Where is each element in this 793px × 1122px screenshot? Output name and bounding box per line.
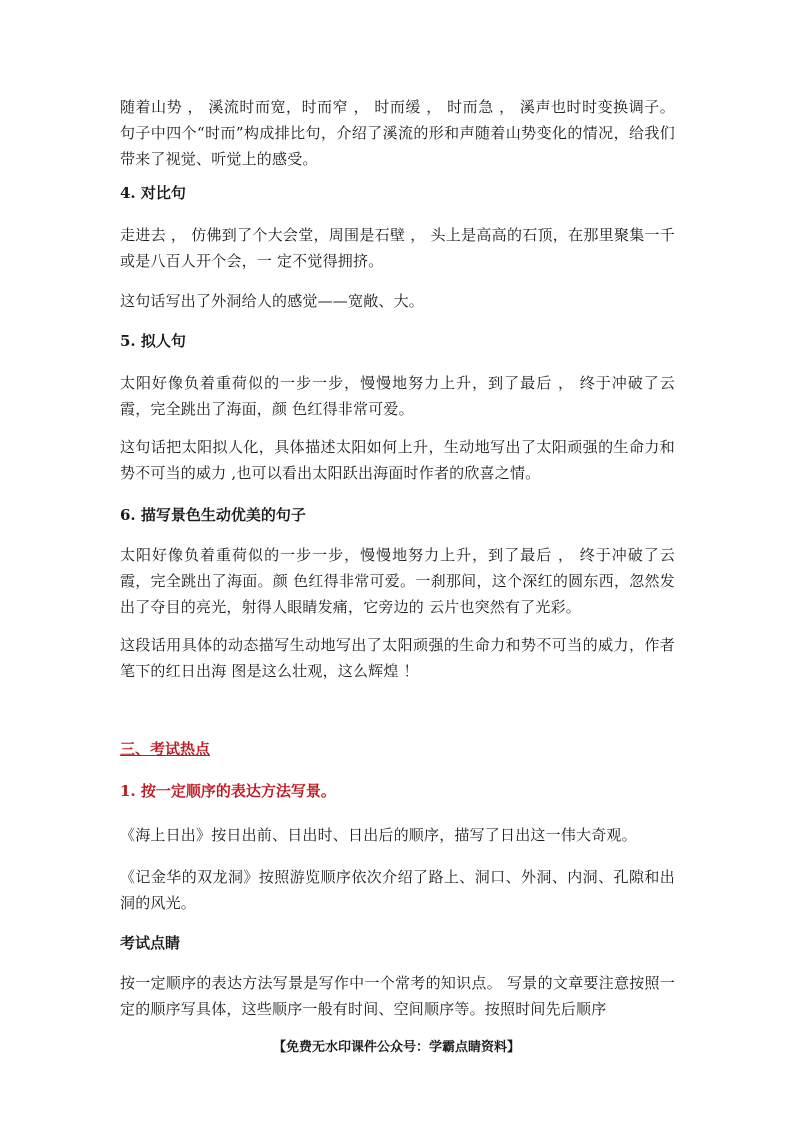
paragraph-double-dragon-cave-order: 《记金华的双龙洞》按照游览顺序依次介绍了路上、洞口、外洞、内洞、孔隙和出洞的风光。	[120, 868, 675, 912]
paragraph-personification-analysis: 这句话把太阳拟人化，具体描述太阳如何上升，生动地写出了太阳顽强的生命力和势不可当的威力 ,也可以看出太阳跃出海面时作者的欣喜之情。	[120, 438, 675, 482]
paragraph-scenery-example: 太阳好像负着重荷似的一步一步，慢慢地努力上升，到了最后 ， 终于冲破了云霞，完全跳出了海面。颜 色红得非常可爱。一刹那间，这个深红的圆东西，忽然发出了夺目的亮光，射得人眼睛发痛，它旁边的 云片也突然有了光彩。	[120, 546, 675, 616]
heading-ordered-description: 1. 按一定顺序的表达方法写景。	[120, 782, 336, 800]
paragraph-contrast-analysis: 这句话写出了外洞给人的感觉——宽敞、大。	[120, 292, 425, 310]
section-heading-exam-hotspots: 三、考试热点	[120, 740, 211, 758]
footer-watermark-note: 【免费无水印课件公众号：学霸点睛资料】	[272, 1040, 520, 1055]
paragraph-exam-key-points: 按一定顺序的表达方法写景是写作中一个常考的知识点。 写景的文章要注意按照一定的顺序写具体，这些顺序一般有时间、空间顺序等。按照时间先后顺序	[120, 974, 675, 1018]
heading-vivid-scenery-sentences: 6. 描写景色生动优美的句子	[120, 506, 306, 524]
paragraph-scenery-analysis: 这段话用具体的动态描写生动地写出了太阳顽强的生命力和势不可当的威力，作者笔下的红日出海 图是这么壮观，这么辉煌 ！	[120, 636, 675, 680]
paragraph-contrast-example: 走进去 ， 仿佛到了个大会堂，周围是石壁 ， 头上是高高的石顶，在那里聚集一千或是八百人开个会，一 定不觉得拥挤。	[120, 226, 675, 270]
heading-personification-sentence: 5. 拟人句	[120, 332, 186, 350]
paragraph-sunrise-order: 《海上日出》按日出前、日出时、日出后的顺序，描写了日出这一伟大奇观。	[120, 826, 637, 844]
heading-exam-key-points: 考试点睛	[120, 934, 181, 952]
paragraph-parallelism-example: 随着山势 ， 溪流时而宽，时而窄 ， 时而缓 ， 时而急 ， 溪声也时时变换调子。句子中四个“时而”构成排比句，介绍了溪流的形和声随着山势变化的情况，给我们带来了视觉、听觉上的感受。	[120, 98, 675, 168]
heading-contrast-sentence: 4. 对比句	[120, 184, 186, 202]
paragraph-personification-example: 太阳好像负着重荷似的一步一步，慢慢地努力上升，到了最后 ， 终于冲破了云霞，完全跳出了海面，颜 色红得非常可爱。	[120, 374, 675, 418]
